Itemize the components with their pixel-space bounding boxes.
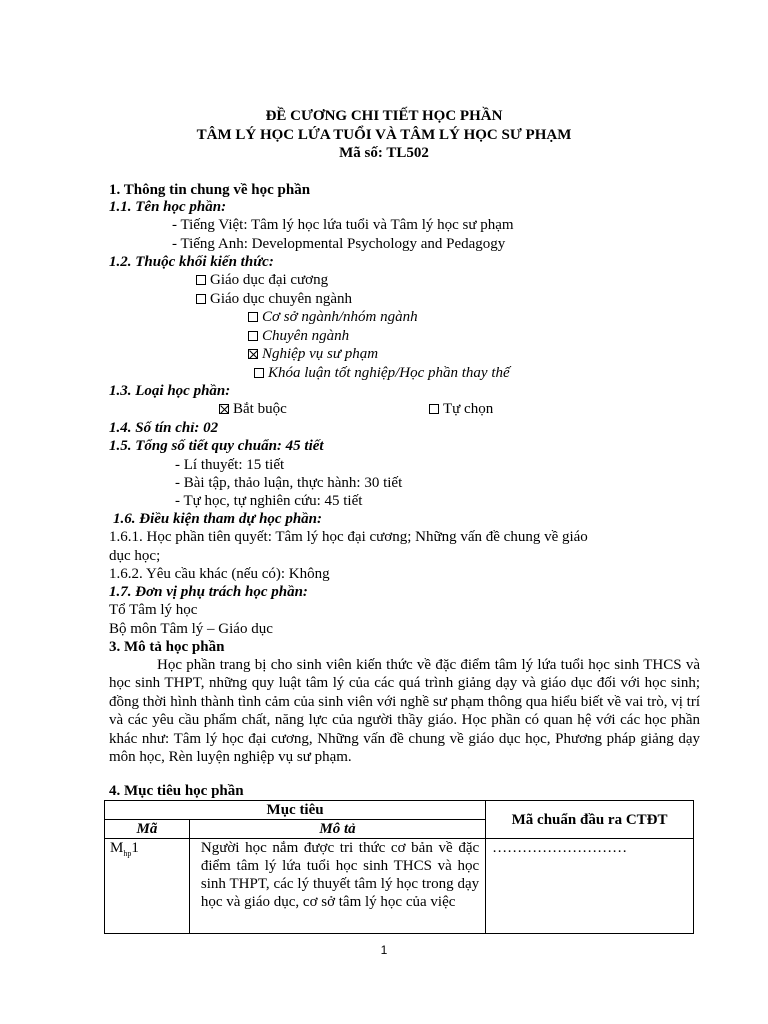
course-description (109, 656, 700, 766)
course-name-en: - Tiếng Anh: Developmental Psychology and Pedagogy (172, 236, 506, 252)
hours-theory: - Lí thuyết: 15 tiết (175, 457, 285, 473)
row-description: Người học nắm được tri thức cơ bản về đặc điểm tâm lý lứa tuổi học sinh THCS và học sinh THPT, các lý thuyết tâm lý học trong dạy học và giáo dục, cơ sở tâm lý học của việc (189, 839, 485, 934)
row-code-main: M (110, 840, 124, 856)
checkbox-checked-icon (219, 404, 229, 414)
knowledge-specialized-label: Chuyên ngành (262, 328, 350, 344)
type-required-label: Bắt buộc (233, 401, 287, 417)
knowledge-general-label: Giáo dục đại cương (210, 272, 329, 288)
type-required (219, 400, 287, 418)
unit-group: Tổ Tâm lý học (109, 602, 198, 618)
row-output: ……………………… (486, 839, 694, 934)
section-1-6-title: 1.6. Điều kiện tham dự học phần: (113, 511, 323, 527)
hours-practice: - Bài tập, thảo luận, thực hành: 30 tiết (175, 475, 403, 491)
header-goal: Mục tiêu (105, 801, 486, 820)
unit-department: Bộ môn Tâm lý – Giáo dục (109, 621, 273, 637)
course-name-vi: - Tiếng Việt: Tâm lý học lứa tuổi và Tâm lý học sư phạm (172, 217, 514, 233)
course-description-text: Học phần trang bị cho sinh viên kiến thức về đặc điểm tâm lý lứa tuổi học sinh THCS và học sinh THPT, những quy luật tâm lý của các quá trình giảng dạy và giáo dục đối với học sinh; đồng thời hình thành tình cảm của sinh viên với nghề sư phạm thông qua hiểu biết về vai trò, vị trí và các yêu cầu phẩm chất, năng lực của người thầy giáo. Học phần có quan hệ với các học phần khác như: Tâm lý học đại cương, Những vấn đề chung về giáo dục học, Phương pháp giảng dạy môn học, Rèn luyện nghiệp vụ sư phạm. (109, 657, 700, 766)
checkbox-empty-icon (196, 294, 206, 304)
checkbox-empty-icon (248, 312, 258, 322)
doc-subtitle: TÂM LÝ HỌC LỨA TUỔI VÀ TÂM LÝ HỌC SƯ PHẠM (196, 127, 572, 143)
section-1-1-title: 1.1. Tên học phần: (109, 199, 227, 215)
doc-title: ĐỀ CƯƠNG CHI TIẾT HỌC PHẦN (265, 108, 503, 124)
checkbox-checked-icon (248, 349, 258, 359)
checkbox-empty-icon (429, 404, 439, 414)
row-code-sub: hp (123, 849, 132, 858)
knowledge-specialized (248, 327, 349, 345)
doc-code: Mã số: TL502 (339, 145, 429, 161)
knowledge-general (196, 271, 328, 289)
knowledge-thesis-label: Khóa luận tốt nghiệp/Học phần thay thế (268, 365, 510, 381)
table-header-row (105, 801, 694, 820)
row-code-num: 1 (131, 840, 139, 856)
section-1-title: 1. Thông tin chung về học phần (109, 182, 311, 198)
section-1-5-hours: 1.5. Tổng số tiết quy chuẩn: 45 tiết (109, 438, 324, 454)
type-elective-label: Tự chọn (443, 401, 494, 417)
table-row (105, 839, 694, 934)
objectives-table (104, 800, 694, 934)
knowledge-pedagogy (248, 345, 378, 363)
other-requirements: 1.6.2. Yêu cầu khác (nếu có): Không (109, 566, 330, 582)
knowledge-thesis (254, 364, 510, 382)
section-4-title: 4. Mục tiêu học phần (109, 783, 244, 799)
knowledge-basic-label: Cơ sở ngành/nhóm ngành (262, 309, 418, 325)
knowledge-pedagogy-label: Nghiệp vụ sư phạm (262, 346, 379, 362)
row-code (105, 839, 190, 934)
section-1-2-title: 1.2. Thuộc khối kiến thức: (109, 254, 274, 270)
hours-self-study: - Tự học, tự nghiên cứu: 45 tiết (175, 493, 363, 509)
section-1-3-title: 1.3. Loại học phần: (109, 383, 231, 399)
type-elective (429, 400, 493, 418)
checkbox-empty-icon (254, 368, 264, 378)
page-number: 1 (380, 943, 388, 957)
header-code: Mã (105, 820, 190, 839)
prerequisite-line-2: dục học; (109, 548, 161, 564)
prerequisite-line-1: 1.6.1. Học phần tiên quyết: Tâm lý học đại cương; Những vấn đề chung về giáo (109, 529, 588, 545)
checkbox-empty-icon (248, 331, 258, 341)
section-1-4-credits: 1.4. Số tín chỉ: 02 (109, 420, 219, 436)
section-1-7-title: 1.7. Đơn vị phụ trách học phần: (109, 584, 308, 600)
header-description: Mô tả (189, 820, 485, 839)
header-output-code: Mã chuẩn đầu ra CTĐT (486, 801, 694, 839)
knowledge-major-label: Giáo dục chuyên ngành (210, 291, 353, 307)
knowledge-major (196, 290, 352, 308)
knowledge-basic (248, 308, 418, 326)
checkbox-empty-icon (196, 275, 206, 285)
section-3-title: 3. Mô tả học phần (109, 639, 225, 655)
